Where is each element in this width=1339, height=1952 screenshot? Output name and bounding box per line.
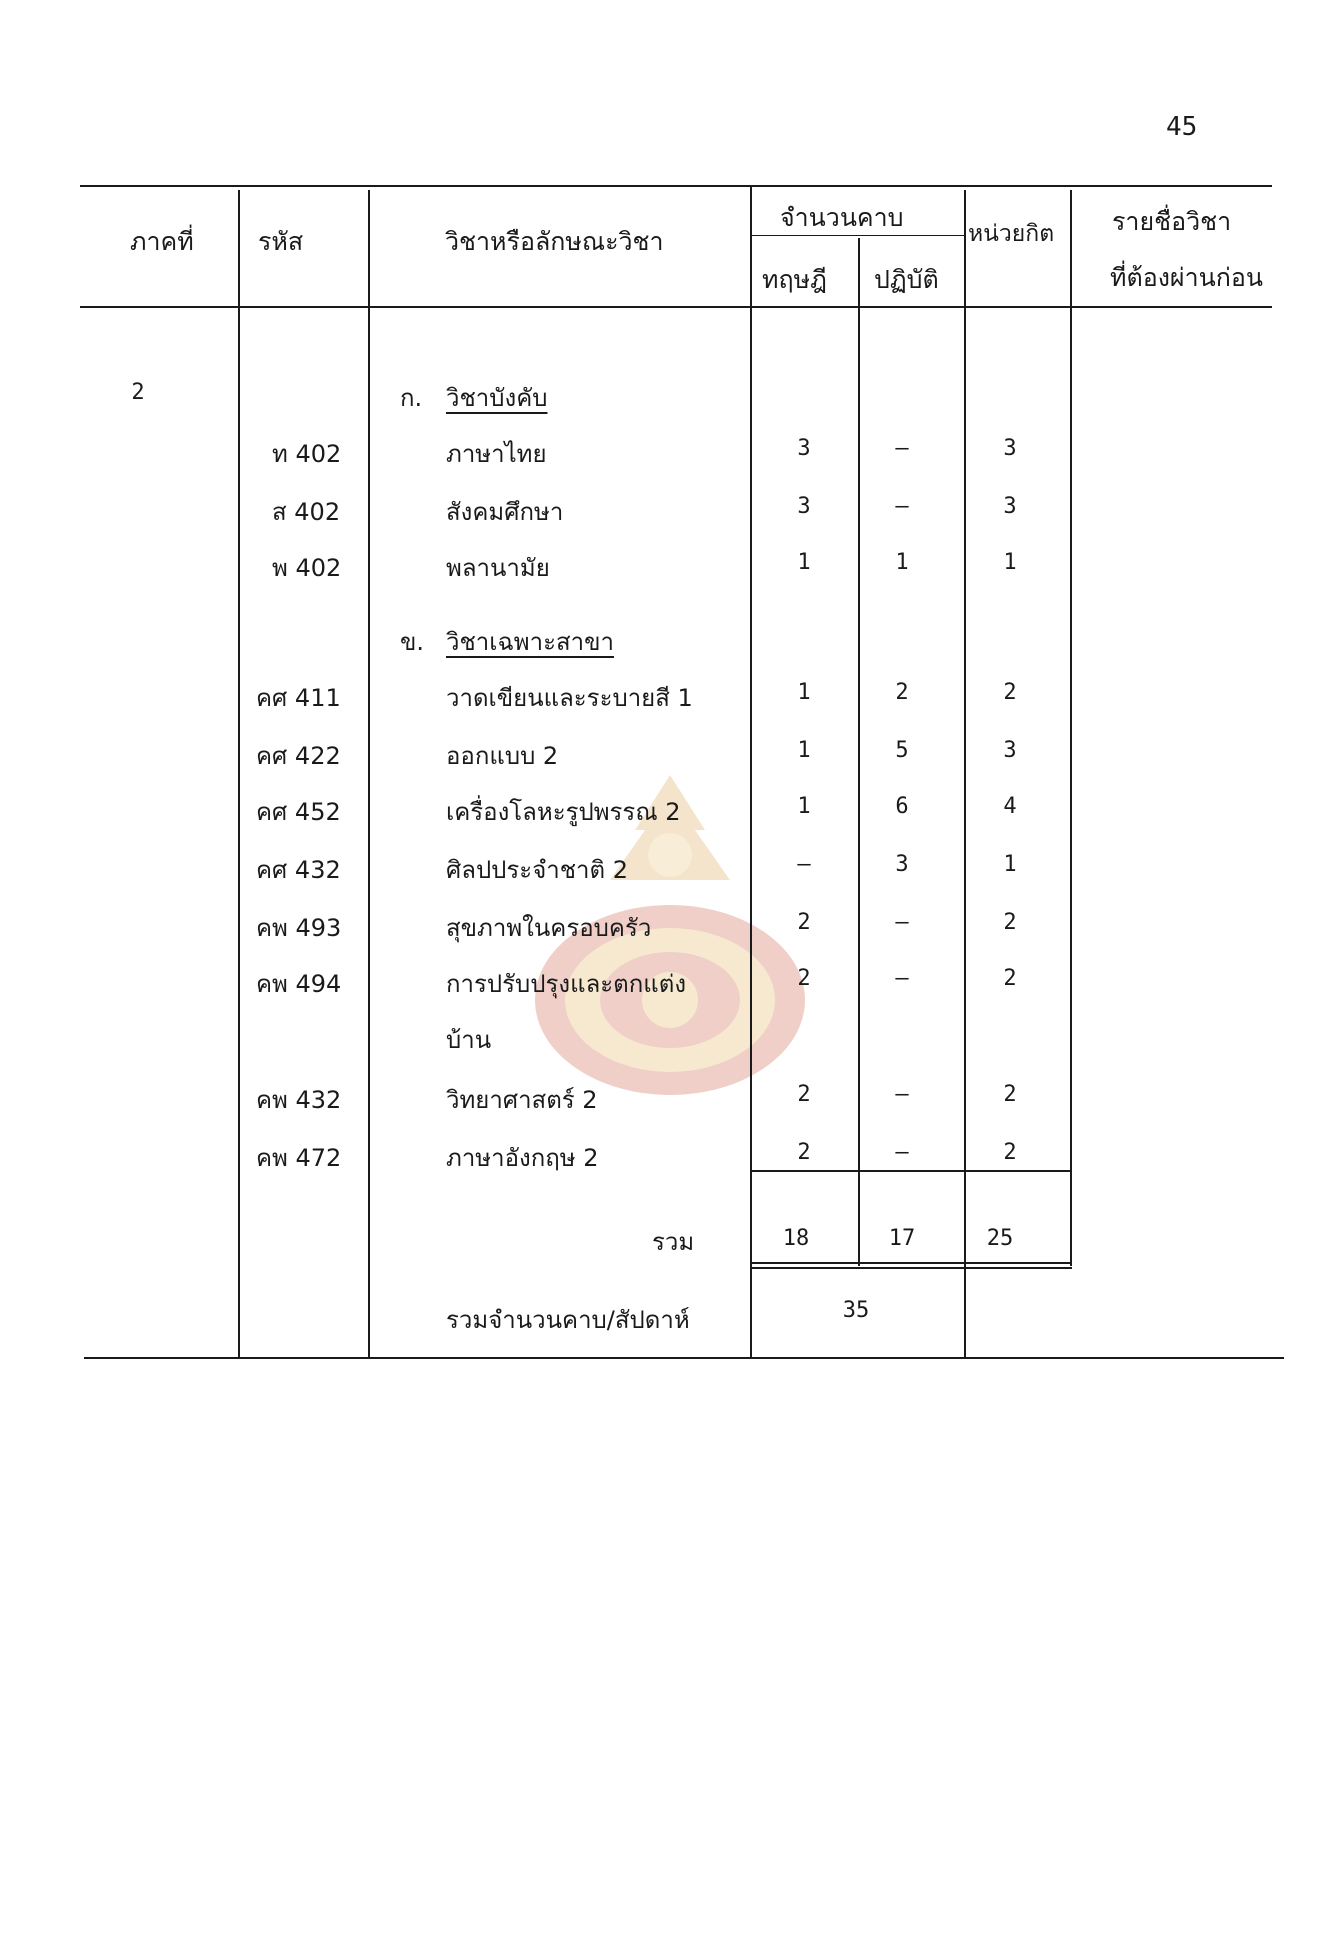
row-practice: – — [895, 436, 909, 461]
row-theory: 2 — [797, 1082, 811, 1107]
row-theory: 1 — [797, 738, 811, 763]
total-credits: 25 — [986, 1226, 1014, 1251]
col-divider-subject — [750, 185, 752, 1357]
row-credits: 3 — [1003, 436, 1017, 461]
row-theory: 1 — [797, 550, 811, 575]
row-code: ท 402 — [272, 440, 342, 468]
row-credits: 3 — [1003, 738, 1017, 763]
row-subject: สังคมศึกษา — [446, 498, 564, 526]
header-subject: วิชาหรือลักษณะวิชา — [445, 227, 664, 256]
row-theory: 1 — [797, 680, 811, 705]
total-label: รวม — [652, 1228, 695, 1256]
row-subject: วาดเขียนและระบายสี 1 — [446, 684, 693, 712]
total-bottom-line-1 — [750, 1262, 1072, 1264]
page-number: 45 — [1166, 112, 1198, 142]
section-b-prefix: ข. — [400, 628, 425, 656]
row-subject: เครื่องโลหะรูปพรรณ 2 — [446, 798, 681, 826]
row-practice: – — [895, 494, 909, 519]
row-theory: 2 — [797, 966, 811, 991]
section-a-prefix: ก. — [400, 384, 423, 412]
section-a-title: วิชาบังคับ — [446, 384, 548, 412]
row-code: คพ 432 — [256, 1086, 342, 1114]
row-theory: 2 — [797, 910, 811, 935]
col-divider-practice — [964, 190, 966, 1358]
row-practice: 5 — [895, 738, 909, 763]
row-credits: 2 — [1003, 966, 1017, 991]
total-theory: 18 — [782, 1226, 810, 1251]
row-practice: 2 — [895, 680, 909, 705]
header-credits: หน่วยกิต — [968, 221, 1055, 247]
row-subject: ออกแบบ 2 — [446, 742, 559, 770]
row-credits: 2 — [1003, 680, 1017, 705]
row-code: คพ 494 — [256, 970, 342, 998]
row-subject: ศิลปประจำชาติ 2 — [446, 856, 628, 884]
table-bottom-border — [84, 1357, 1284, 1359]
header-prereq-line1: รายชื่อวิชา — [1112, 207, 1232, 236]
header-prereq-line2: ที่ต้องผ่านก่อน — [1110, 263, 1263, 292]
row-code: คพ 472 — [256, 1144, 342, 1172]
col-divider-code — [368, 190, 370, 1358]
row-code: พ 402 — [272, 554, 342, 582]
total-top-line — [750, 1170, 1072, 1172]
header-bottom-border — [80, 306, 1272, 308]
row-subject: พลานามัย — [446, 554, 550, 582]
row-code: ส 402 — [272, 498, 341, 526]
total-practice: 17 — [888, 1226, 916, 1251]
row-credits: 2 — [1003, 1082, 1017, 1107]
semester-value: 2 — [131, 380, 145, 405]
row-practice: – — [895, 1082, 909, 1107]
total-bottom-line-2 — [750, 1267, 1072, 1269]
col-divider-theory — [858, 238, 860, 1266]
header-theory: ทฤษฎี — [762, 265, 827, 294]
row-credits: 4 — [1003, 794, 1017, 819]
row-subject-continuation: บ้าน — [446, 1026, 492, 1054]
header-periods: จำนวนคาบ — [780, 203, 904, 232]
row-subject: สุขภาพในครอบครัว — [446, 914, 652, 942]
weekly-total-label: รวมจำนวนคาบ/สัปดาห์ — [446, 1306, 690, 1334]
row-subject: ภาษาอังกฤษ 2 — [446, 1144, 599, 1172]
section-b-title: วิชาเฉพาะสาขา — [446, 628, 614, 656]
row-subject: วิทยาศาสตร์ 2 — [446, 1086, 598, 1114]
row-credits: 2 — [1003, 910, 1017, 935]
row-code: คศ 411 — [256, 684, 341, 712]
row-code: คพ 493 — [256, 914, 342, 942]
table-top-border — [80, 185, 1272, 187]
col-divider-semester — [238, 190, 240, 1358]
row-credits: 1 — [1003, 852, 1017, 877]
row-practice: – — [895, 1140, 909, 1165]
header-code: รหัส — [258, 227, 304, 256]
row-practice: 1 — [895, 550, 909, 575]
row-code: คศ 422 — [256, 742, 341, 770]
row-practice: 6 — [895, 794, 909, 819]
row-subject: ภาษาไทย — [446, 440, 547, 468]
row-credits: 2 — [1003, 1140, 1017, 1165]
row-theory: 3 — [797, 436, 811, 461]
row-credits: 1 — [1003, 550, 1017, 575]
row-theory: 1 — [797, 794, 811, 819]
row-practice: – — [895, 910, 909, 935]
row-theory: 3 — [797, 494, 811, 519]
header-practice: ปฏิบัติ — [874, 265, 939, 294]
row-practice: 3 — [895, 852, 909, 877]
row-subject: การปรับปรุงและตกแต่ง — [446, 970, 687, 998]
row-practice: – — [895, 966, 909, 991]
row-code: คศ 432 — [256, 856, 341, 884]
header-semester: ภาคที่ — [130, 227, 194, 256]
row-theory: 2 — [797, 1140, 811, 1165]
row-code: คศ 452 — [256, 798, 341, 826]
weekly-total-value: 35 — [842, 1298, 870, 1323]
row-credits: 3 — [1003, 494, 1017, 519]
col-divider-credits — [1070, 190, 1072, 1266]
row-theory: – — [797, 852, 811, 877]
